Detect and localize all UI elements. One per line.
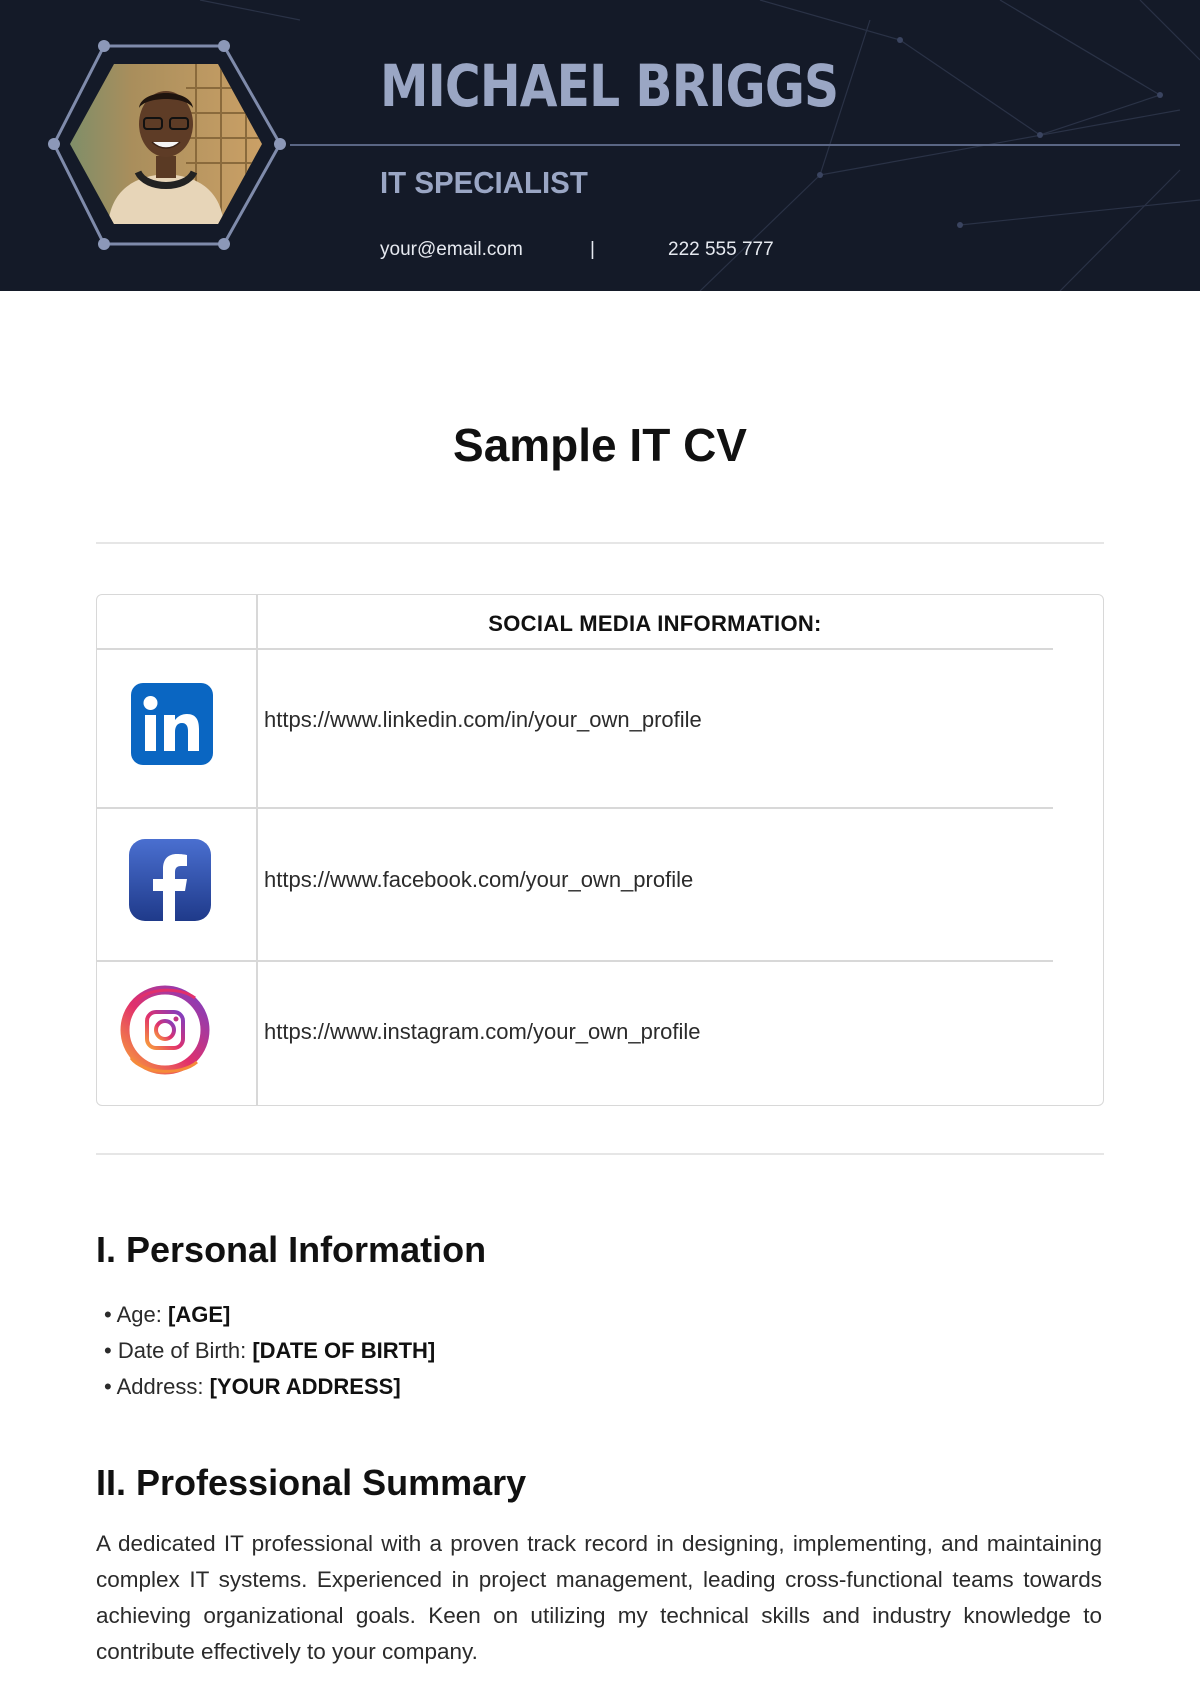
document-title: Sample IT CV [453,419,747,471]
contact-email[interactable]: your@email.com [380,239,523,260]
facebook-url[interactable]: https://www.facebook.com/your_own_profile [264,867,694,892]
table-row-divider [97,648,1053,650]
professional-summary-heading: II. Professional Summary [96,1462,527,1503]
personal-info-list [104,1297,435,1405]
table-row-divider [97,960,1053,962]
contact-phone[interactable]: 222 555 777 [668,239,774,260]
cv-header [0,0,1200,291]
table-row-divider [97,807,1053,809]
profile-photo [46,38,290,254]
linkedin-url[interactable]: https://www.linkedin.com/in/your_own_profile [264,707,702,732]
personal-info-heading: I. Personal Information [96,1229,487,1270]
linkedin-icon [131,683,213,770]
divider [96,542,1104,544]
contact-separator: | [590,239,595,260]
candidate-name: MICHAEL BRIGGS [380,52,839,120]
social-media-table [96,594,1104,1106]
social-table-heading: SOCIAL MEDIA INFORMATION: [488,611,822,636]
list-item-label: Age: [116,1302,162,1327]
instagram-url[interactable]: https://www.instagram.com/your_own_profile [264,1019,701,1044]
list-item-value: [AGE] [168,1302,231,1327]
list-item-label: Date of Birth: [117,1338,247,1363]
list-item-value: [DATE OF BIRTH] [252,1338,436,1363]
list-item-value: [YOUR ADDRESS] [209,1374,401,1399]
professional-summary-text: A dedicated IT professional with a proven track record in designing, implementing, and maintaining complex IT systems. Experienced in project management, leading cross-functional teams towards achieving organizational goals. Keen on utilizing my technical skills and industry knowledge to contribute effectively to your company. [96,1531,1102,1664]
list-item: • Date of Birth: [DATE OF BIRTH] [104,1338,436,1363]
facebook-icon [129,839,211,926]
table-column-divider [256,595,258,1105]
list-item: • Address: [YOUR ADDRESS] [104,1374,401,1399]
divider [96,1153,1104,1155]
candidate-role: IT SPECIALIST [380,165,588,200]
list-item: • Age: [AGE] [104,1302,231,1327]
list-item-label: Address: [116,1374,204,1399]
instagram-icon [117,980,213,1085]
profile-photo-frame [46,38,290,254]
